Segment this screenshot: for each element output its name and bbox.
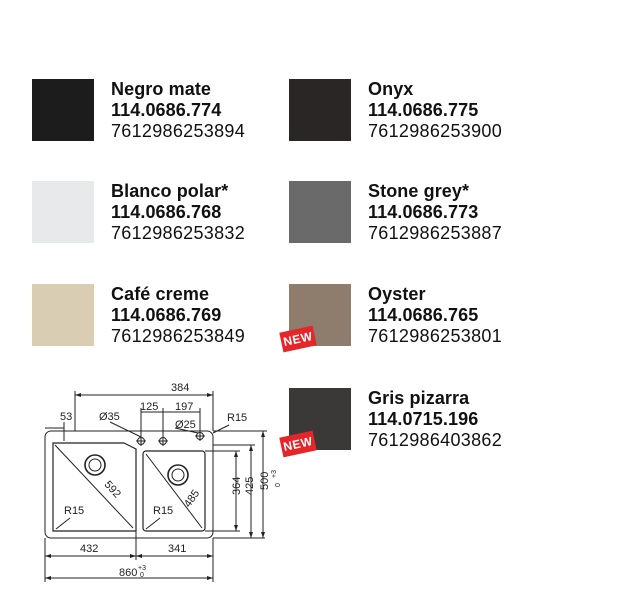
dim-197: 197 (175, 401, 194, 413)
dim-r15-mid: R15 (153, 505, 174, 517)
dim-432: 432 (80, 543, 99, 555)
dim-r15-left: R15 (64, 505, 85, 517)
dim-860: 860 (119, 567, 138, 579)
color-name: Stone grey* (368, 181, 470, 201)
color-name: Negro mate (111, 79, 212, 99)
color-ean: 7612986253894 (111, 121, 246, 141)
color-code: 114.0686.769 (111, 305, 222, 325)
color-ean: 7612986253900 (368, 121, 503, 141)
dim-500-tol: +3 (271, 470, 278, 478)
color-code: 114.0715.196 (368, 409, 479, 429)
new-badge-gris-pizarra: NEW (279, 431, 316, 458)
left-drain (85, 455, 105, 475)
color-ean: 7612986253832 (111, 223, 246, 243)
sink-outline (45, 431, 213, 538)
dim-53: 53 (60, 411, 73, 423)
color-ean: 7612986253849 (111, 326, 246, 346)
dim-500: 500 (259, 471, 271, 490)
color-ean: 7612986403862 (368, 430, 503, 450)
color-code: 114.0686.765 (368, 305, 479, 325)
dim-125: 125 (140, 401, 159, 413)
dim-500-tol2: 0 (275, 483, 282, 487)
color-ean: 7612986253801 (368, 326, 503, 346)
color-code: 114.0686.768 (111, 202, 222, 222)
color-code: 114.0686.774 (111, 100, 222, 120)
color-name: Gris pizarra (368, 388, 470, 408)
dim-860-tol: +3 (138, 565, 146, 572)
dim-364: 364 (231, 476, 243, 495)
color-name: Oyster (368, 284, 426, 304)
color-name: Café creme (111, 284, 210, 304)
dim-341: 341 (168, 543, 187, 555)
dim-592: 592 (101, 478, 123, 501)
color-name: Blanco polar* (111, 181, 229, 201)
color-code: 114.0686.773 (368, 202, 479, 222)
dim-384: 384 (171, 382, 190, 394)
right-drain (168, 465, 188, 485)
new-badge-oyster: NEW (279, 326, 316, 353)
color-name: Onyx (368, 79, 414, 99)
dim-485: 485 (181, 487, 203, 510)
dim-425: 425 (244, 476, 256, 495)
dim-25: Ø25 (175, 419, 196, 431)
color-code: 114.0686.775 (368, 100, 479, 120)
color-ean: 7612986253887 (368, 223, 503, 243)
dim-35: Ø35 (99, 411, 120, 423)
dim-860-tol2: 0 (140, 572, 144, 579)
dim-r15-top: R15 (227, 412, 248, 424)
